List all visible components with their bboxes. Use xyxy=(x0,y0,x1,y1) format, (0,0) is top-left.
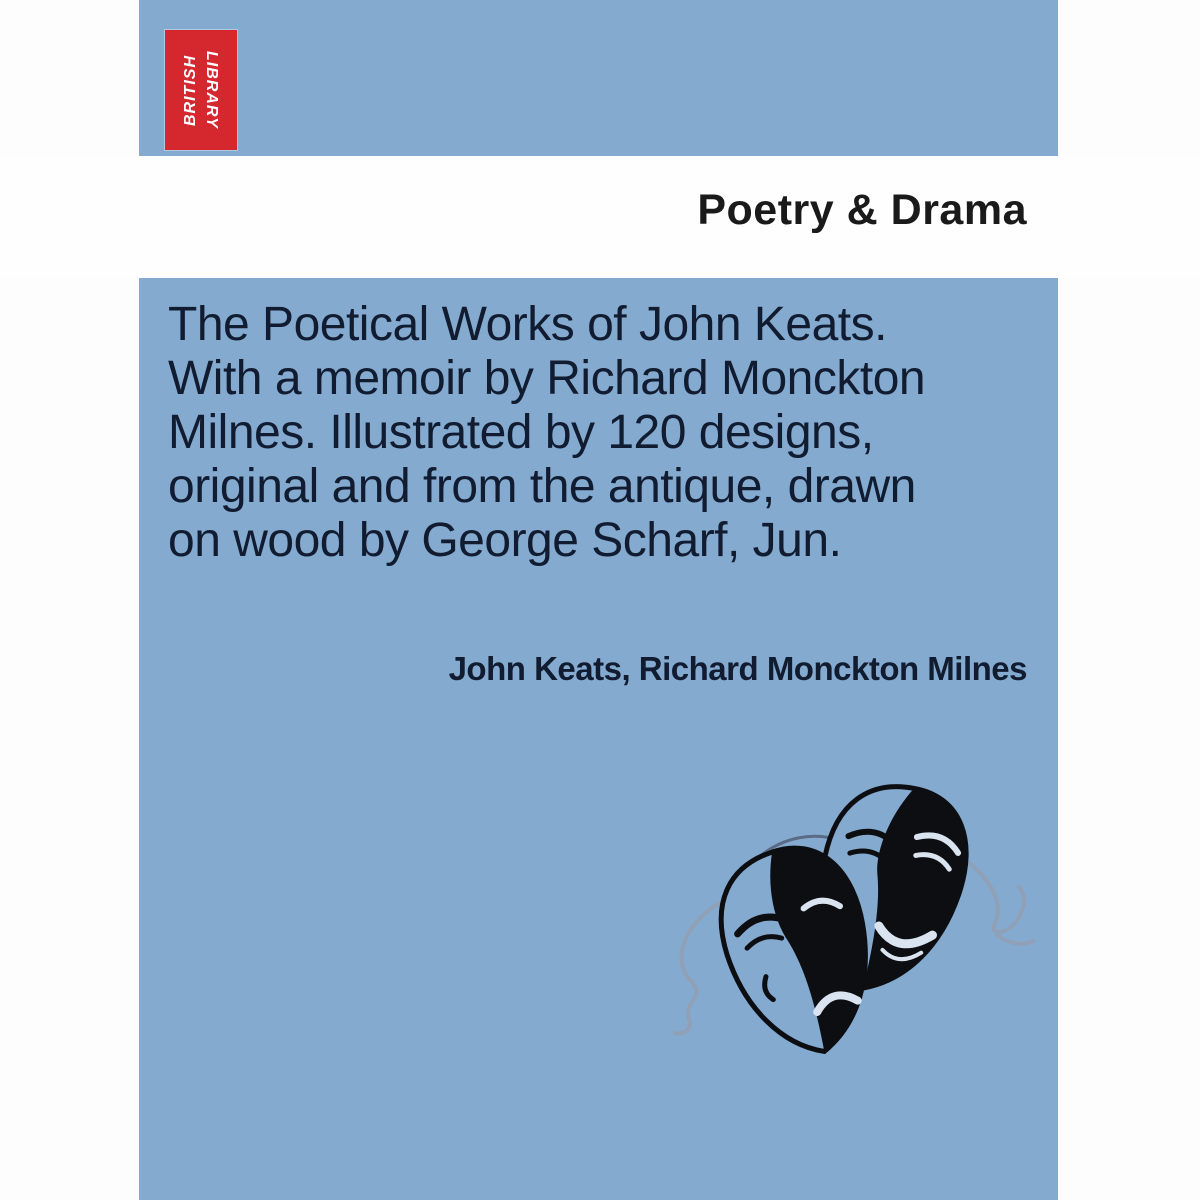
top-band xyxy=(139,0,1058,156)
book-title-line-4: original and from the antique, drawn xyxy=(168,460,916,513)
book-title-line-3: Milnes. Illustrated by 120 designs, xyxy=(168,406,874,459)
cover-main xyxy=(139,278,1058,1200)
book-title-line-1: The Poetical Works of John Keats. xyxy=(168,298,887,351)
book-authors: John Keats, Richard Monckton Milnes xyxy=(448,650,1027,687)
category-band xyxy=(0,156,1200,278)
theatre-masks-icon xyxy=(655,783,1037,1055)
logo-word-british: BRITISH xyxy=(182,54,200,126)
book-title xyxy=(168,298,925,568)
book-title-line-2: With a memoir by Richard Monckton xyxy=(168,352,926,405)
book-title-line-5: on wood by George Scharf, Jun. xyxy=(168,514,842,567)
british-library-logo xyxy=(165,30,237,150)
category-label: Poetry & Drama xyxy=(697,186,1027,234)
logo-word-library: LIBRARY xyxy=(202,51,220,129)
